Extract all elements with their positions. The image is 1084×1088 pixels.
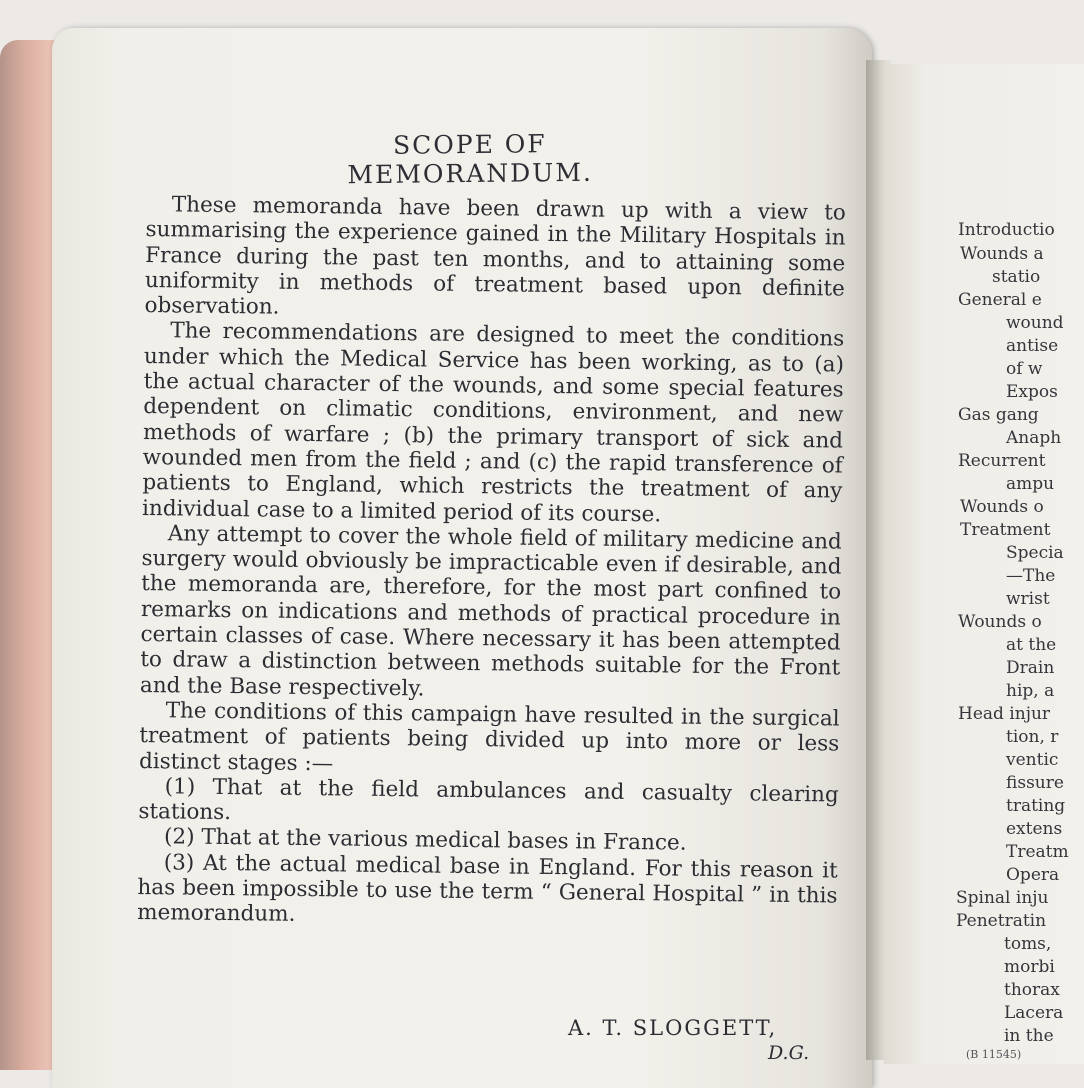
toc-line: ampu: [1006, 474, 1055, 494]
toc-line: in the: [1004, 1026, 1054, 1046]
toc-line: Gas gang: [958, 405, 1039, 425]
paragraph-3: Any attempt to cover the whole field of military medicine and surgery would obviously be impracticable even if desirable, and the memoranda are, therefore, for the most part confined to remarks on indications and methods of practical procedure in certain classes of case. Where necessary it has been attempted to draw a distinction between methods suitable for the Front and the Base respectively.: [139, 521, 842, 702]
list-item-1: (1) That at the field ambulances and casualty clearing stations.: [138, 774, 839, 826]
paragraph-4: The conditions of this campaign have resulted in the surgical treatment of patients being divided up into more or less distinct stages :—: [138, 698, 840, 776]
toc-line: General e: [958, 290, 1042, 310]
toc-line: hip, a: [1006, 681, 1055, 701]
toc-line: Penetratin: [956, 911, 1047, 931]
toc-line: morbi: [1004, 957, 1055, 977]
signature-name: A. T. SLOGGETT,: [568, 1016, 778, 1040]
toc-line: Wounds o: [960, 497, 1044, 517]
toc-line: wound: [1006, 313, 1064, 333]
toc-line: Drain: [1006, 658, 1055, 678]
toc-line: Treatm: [1006, 842, 1069, 862]
toc-line: statio: [992, 267, 1041, 287]
toc-line: Spinal inju: [956, 888, 1049, 908]
memorandum-body: [137, 192, 846, 934]
paragraph-1: These memoranda have been drawn up with a view to summarising the experience gained in the Military Hospitals in France during the past ten months, and to attaining some uniformity in methods of treatment based upon definite observation.: [144, 192, 846, 320]
toc-line: antise: [1006, 336, 1059, 356]
toc-line: fissure: [1006, 773, 1064, 793]
toc-line: Anaph: [1006, 428, 1062, 448]
paragraph-2: The recommendations are designed to meet the conditions under which the Medical Service has been working, as to (a) the actual character of the wounds, and some special features dependent on climatic conditions, environment, and new methods of warfare ; (b) the primary transport of sick and wounded men from the field ; and (c) the rapid transference of patients to England, which restricts the treatment of any individual case to a limited period of its course.: [141, 318, 845, 527]
toc-line: Treatment: [960, 520, 1051, 540]
toc-line: of w: [1006, 359, 1043, 379]
toc-line: —The: [1006, 566, 1056, 586]
table-of-contents: [884, 64, 1084, 1064]
toc-line: extens: [1006, 819, 1063, 839]
toc-line: Wounds o: [958, 612, 1042, 632]
toc-line: at the: [1006, 635, 1057, 655]
toc-line: thorax: [1004, 980, 1060, 1000]
toc-line: Specia: [1006, 543, 1064, 563]
toc-line: Wounds a: [960, 244, 1044, 264]
toc-line: Head injur: [958, 704, 1051, 724]
print-code: (B 11545): [966, 1048, 1022, 1061]
page-heading: SCOPE OF MEMORANDUM.: [347, 129, 593, 190]
toc-line: Lacera: [1004, 1003, 1064, 1023]
toc-line: toms,: [1004, 934, 1052, 954]
toc-line: trating: [1006, 796, 1066, 816]
list-item-3: (3) At the actual medical base in England. For this reason it has been impossible to use the term “ General Hospital ” in this memorandum.: [137, 849, 838, 928]
right-page: [884, 64, 1084, 1064]
toc-line: wrist: [1006, 589, 1050, 609]
toc-line: tion, r: [1006, 727, 1059, 747]
toc-line: Introductio: [958, 220, 1055, 240]
toc-line: Expos: [1006, 382, 1058, 402]
list-item-2: (2) That at the various medical bases in France.: [163, 824, 687, 857]
signature-title: D.G.: [768, 1042, 810, 1064]
toc-line: ventic: [1006, 750, 1059, 770]
toc-line: Recurrent: [958, 451, 1046, 471]
toc-line: Opera: [1006, 865, 1060, 885]
